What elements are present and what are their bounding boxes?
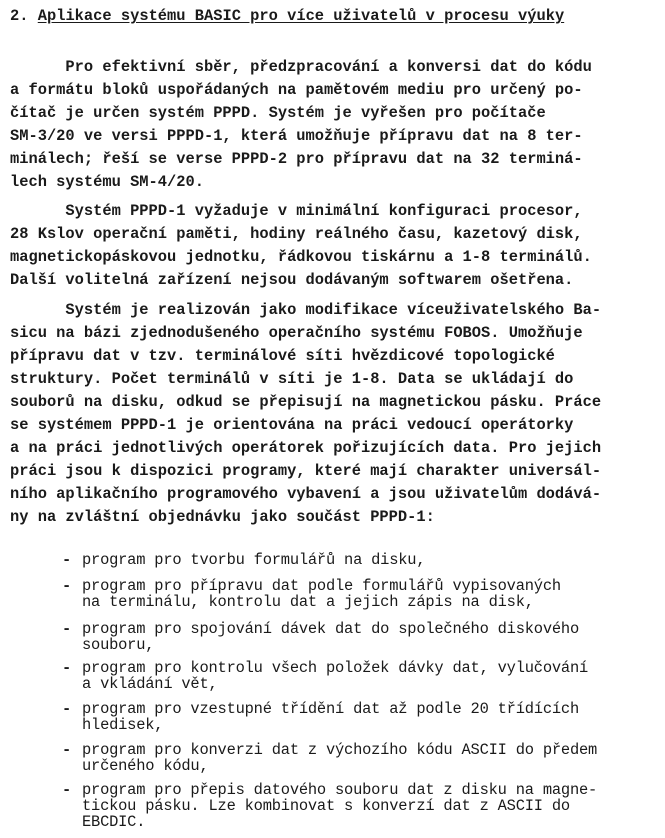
list-bullet: - [62, 700, 72, 718]
paragraph-3-line-2: sicu na bázi zjednodušeného operačního systému FOBOS. Umožňuje [10, 324, 583, 342]
list-item-5-line-1: program pro vzestupné třídění dat až podle 20 třídících [82, 700, 579, 718]
list-item-3-line-2: souboru, [82, 636, 155, 654]
paragraph-2-line-1: Systém PPPD-1 vyžaduje v minimální konfiguraci procesor, [10, 202, 583, 220]
list-item-6-line-2: určeného kódu, [82, 757, 209, 775]
list-item-7-line-2: tickou pásku. Lze kombinovat s konverzí dat z ASCII do [82, 797, 570, 815]
list-item-7-line-1: program pro přepis datového souboru dat z disku na magne- [82, 781, 598, 799]
paragraph-2-line-3: magnetickopáskovou jednotku, řádkovou tiskárnu a 1-8 terminálů. [10, 248, 592, 266]
list-item-3-line-1: program pro spojování dávek dat do společného diskového [82, 620, 579, 638]
paragraph-3-line-7: a na práci jednotlivých operátorek pořizujících data. Pro jejich [10, 439, 602, 457]
paragraph-3-line-6: se systémem PPPD-1 je orientována na práci vedoucí operátorky [10, 416, 574, 434]
list-bullet: - [62, 741, 72, 759]
paragraph-3-line-1: Systém je realizován jako modifikace víceuživatelského Ba- [10, 301, 602, 319]
list-item-1-line-1: program pro tvorbu formulářů na disku, [82, 551, 426, 569]
list-item-6-line-1: program pro konverzi dat z výchozího kódu ASCII do předem [82, 741, 598, 759]
list-item-2-line-2: na terminálu, kontrolu dat a jejich zápis na disk, [82, 593, 534, 611]
section-heading [10, 7, 564, 26]
list-item-4-line-2: a vkládání vět, [82, 675, 218, 693]
section-title: Aplikace systému BASIC pro více uživatelů v procesu výuky [37, 7, 565, 25]
list-bullet: - [62, 551, 72, 569]
paragraph-1-line-3: čítač je určen systém PPPD. Systém je vyřešen pro počítače [10, 104, 546, 122]
list-bullet: - [62, 781, 72, 799]
list-item-5-line-2: hledisek, [82, 716, 164, 734]
paragraph-3-line-4: struktury. Počet terminálů v síti je 1-8. Data se ukládají do [10, 370, 574, 388]
list-bullet: - [62, 620, 72, 638]
paragraph-3-line-5: souborů na disku, odkud se přepisují na magnetickou pásku. Práce [10, 393, 602, 411]
list-item-2-line-1: program pro přípravu dat podle formulářů vypisovaných [82, 577, 561, 595]
paragraph-1-line-2: a formátu bloků uspořádaných na pamětovém mediu pro určený po- [10, 81, 583, 99]
list-item-7-line-3: EBCDIC. [82, 813, 146, 831]
paragraph-1-line-6: lech systému SM-4/20. [10, 173, 204, 191]
paragraph-1-line-4: SM-3/20 ve versi PPPD-1, která umožňuje přípravu dat na 8 ter- [10, 127, 583, 145]
list-bullet: - [62, 659, 72, 677]
list-item-4-line-1: program pro kontrolu všech položek dávky dat, vylučování [82, 659, 589, 677]
section-number: 2. [10, 7, 29, 25]
paragraph-3-line-9: ního aplikačního programového vybavení a jsou uživatelům dodává- [10, 485, 602, 503]
paragraph-3-line-8: práci jsou k dispozici programy, které mají charakter universál- [10, 462, 602, 480]
list-bullet: - [62, 577, 72, 595]
paragraph-1-line-1: Pro efektivní sběr, předzpracování a konversi dat do kódu [10, 58, 592, 76]
paragraph-3-line-3: přípravu dat v tzv. terminálové síti hvězdicové topologické [10, 347, 555, 365]
paragraph-2-line-2: 28 Kslov operační paměti, hodiny reálného času, kazetový disk, [10, 225, 583, 243]
paragraph-3-line-10: ny na zvláštní objednávku jako součást PPPD-1: [10, 508, 435, 526]
paragraph-1-line-5: minálech; řeší se verse PPPD-2 pro přípravu dat na 32 terminá- [10, 150, 583, 168]
paragraph-2-line-4: Další volitelná zařízení nejsou dodávaným softwarem ošetřena. [10, 271, 574, 289]
